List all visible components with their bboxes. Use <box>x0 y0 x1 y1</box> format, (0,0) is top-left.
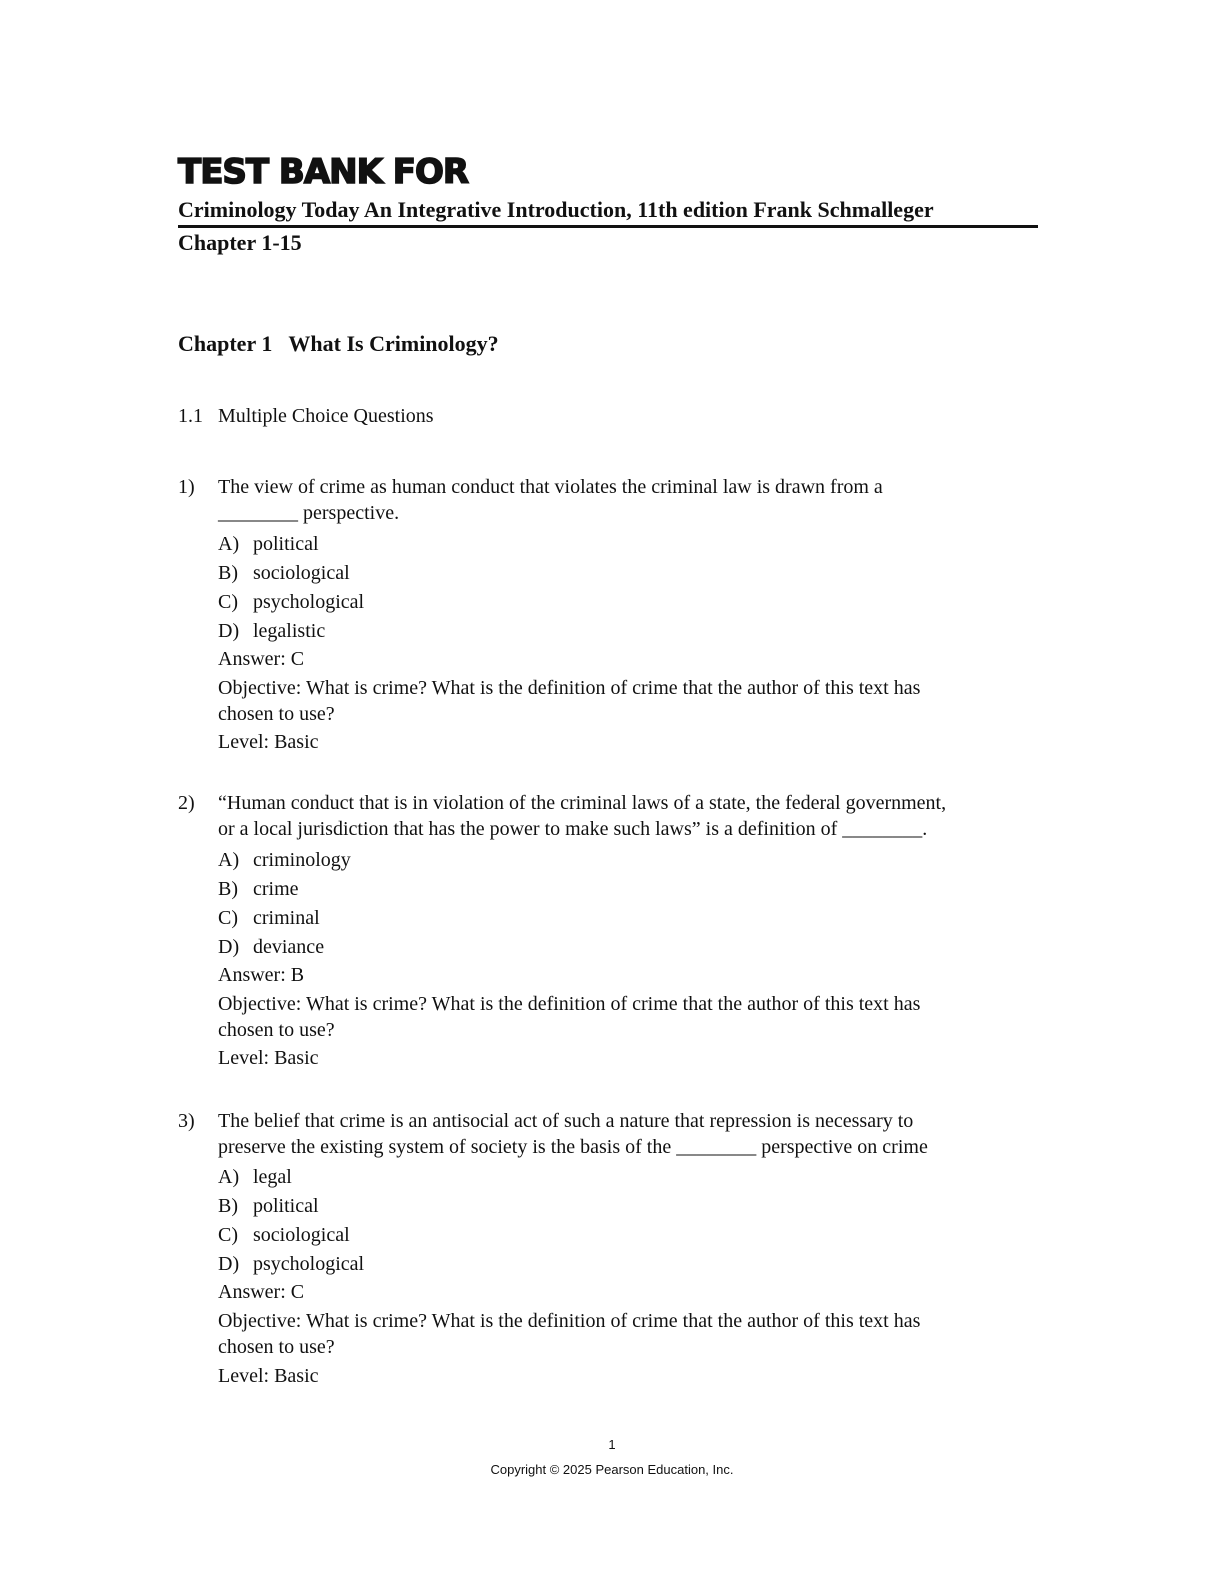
question-line: “Human conduct that is in violation of the criminal laws of a state, the federal government, <box>218 792 947 814</box>
option-text: political <box>253 533 319 555</box>
objective-line: chosen to use? <box>218 1019 335 1041</box>
question-number: 3) <box>178 1110 195 1132</box>
option-letter: B) <box>218 562 238 584</box>
option-letter: C) <box>218 1224 238 1246</box>
question-line: preserve the existing system of society is the basis of the ________ perspective on crime <box>218 1136 928 1158</box>
option-letter: A) <box>218 533 240 555</box>
option-text: crime <box>253 878 299 900</box>
page-number: 1 <box>608 1437 616 1452</box>
chapter-heading: Chapter 1 What Is Criminology? <box>178 331 499 356</box>
option-text: sociological <box>253 562 350 584</box>
option-text: deviance <box>253 936 325 958</box>
option-letter: D) <box>218 620 240 642</box>
option-text: legalistic <box>253 620 326 642</box>
option-letter: B) <box>218 878 238 900</box>
question-text <box>218 790 1028 842</box>
objective-line: Objective: What is crime? What is the definition of crime that the author of this text has <box>218 993 921 1015</box>
book-title: Criminology Today An Integrative Introduction, 11th edition Frank Schmalleger <box>178 196 1038 228</box>
option-text: political <box>253 1195 319 1217</box>
option-a <box>218 1164 292 1190</box>
option-text: criminology <box>253 849 351 871</box>
level: Level: Basic <box>218 1365 319 1387</box>
option-a <box>218 531 319 557</box>
option-b <box>218 876 299 902</box>
objective-line: Objective: What is crime? What is the definition of crime that the author of this text has <box>218 1310 921 1332</box>
option-letter: C) <box>218 591 238 613</box>
objective-line: chosen to use? <box>218 703 335 725</box>
chapter-range: Chapter 1-15 <box>178 230 302 255</box>
option-d <box>218 618 325 644</box>
option-b <box>218 560 350 586</box>
question-text <box>218 1108 1028 1160</box>
answer: Answer: B <box>218 964 305 986</box>
objective <box>218 991 1028 1043</box>
objective <box>218 675 1028 727</box>
option-text: criminal <box>253 907 320 929</box>
answer: Answer: C <box>218 648 305 670</box>
option-c <box>218 589 364 615</box>
option-text: legal <box>253 1166 292 1188</box>
question-line: ________ perspective. <box>218 502 400 524</box>
option-letter: D) <box>218 1253 240 1275</box>
copyright-notice: Copyright © 2025 Pearson Education, Inc. <box>490 1462 734 1477</box>
option-letter: D) <box>218 936 240 958</box>
question-line: or a local jurisdiction that has the power to make such laws” is a definition of ________. <box>218 818 928 840</box>
question-line: The view of crime as human conduct that violates the criminal law is drawn from a <box>218 476 883 498</box>
option-a <box>218 847 351 873</box>
question-number: 2) <box>178 792 195 814</box>
option-c <box>218 1222 350 1248</box>
option-c <box>218 905 320 931</box>
option-b <box>218 1193 319 1219</box>
section-heading: 1.1 Multiple Choice Questions <box>178 405 434 427</box>
objective <box>218 1308 1028 1360</box>
option-text: sociological <box>253 1224 350 1246</box>
question-text <box>218 474 1028 526</box>
option-letter: B) <box>218 1195 238 1217</box>
option-letter: A) <box>218 1166 240 1188</box>
test-bank-banner: TEST BANK FOR <box>178 152 469 192</box>
option-d <box>218 1251 364 1277</box>
option-letter: A) <box>218 849 240 871</box>
level: Level: Basic <box>218 731 319 753</box>
option-text: psychological <box>253 591 365 613</box>
answer: Answer: C <box>218 1281 305 1303</box>
question-line: The belief that crime is an antisocial act of such a nature that repression is necessary to <box>218 1110 914 1132</box>
option-letter: C) <box>218 907 238 929</box>
option-d <box>218 934 324 960</box>
objective-line: chosen to use? <box>218 1336 335 1358</box>
level: Level: Basic <box>218 1047 319 1069</box>
option-text: psychological <box>253 1253 365 1275</box>
objective-line: Objective: What is crime? What is the definition of crime that the author of this text has <box>218 677 921 699</box>
question-number: 1) <box>178 476 195 498</box>
